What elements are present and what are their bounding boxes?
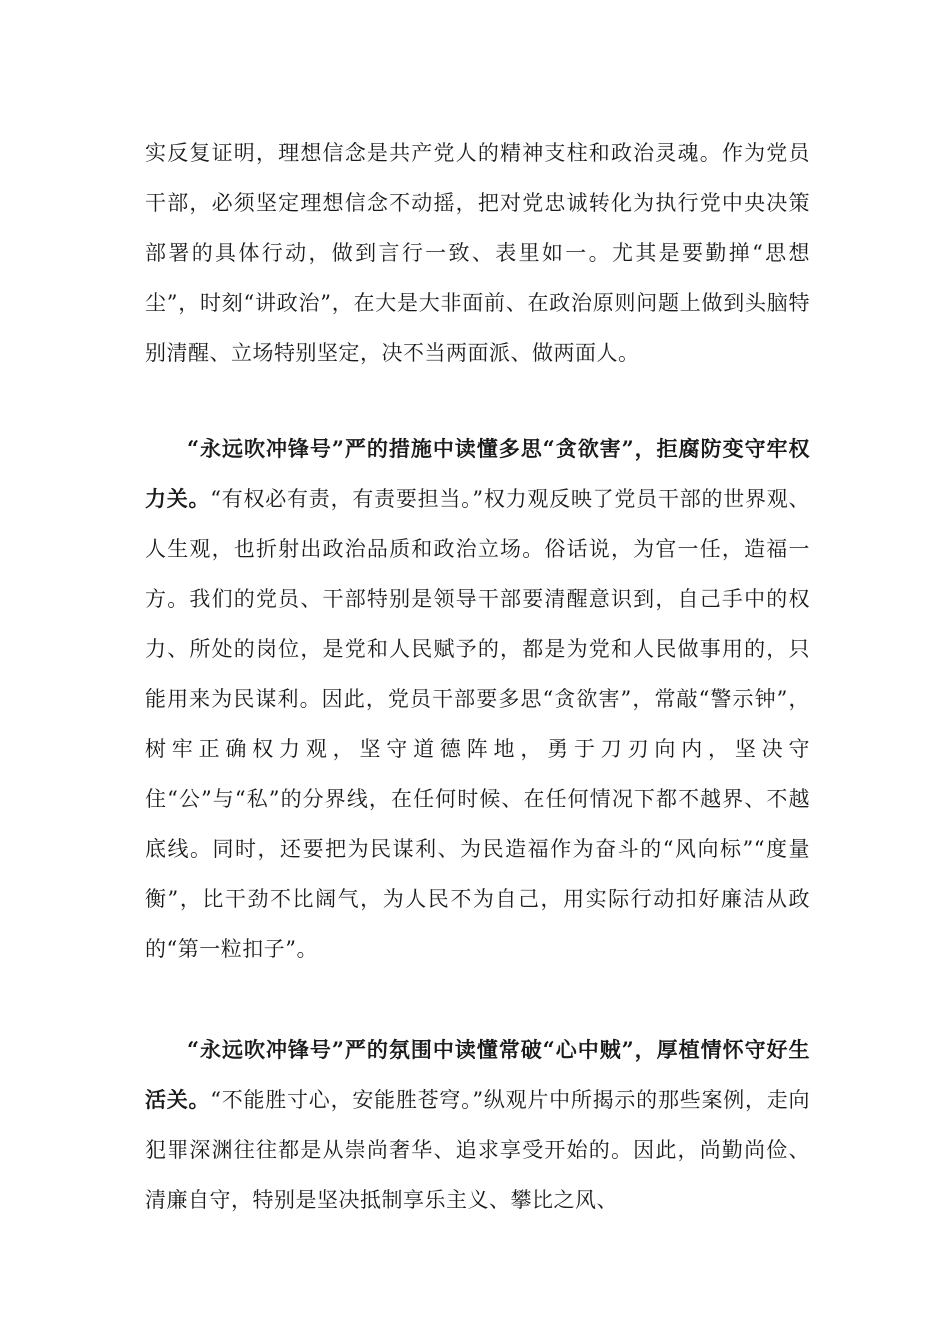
paragraph-heading: “永远吹冲锋号”严的措施中读懂多思“贪欲害”，拒腐防变守牢权力关。: [145, 436, 810, 511]
paragraph-heading: “永远吹冲锋号”严的氛围中读懂常破“心中贼”，厚植情怀守好生活关。: [145, 1037, 810, 1112]
paragraph-continuation: [145, 128, 810, 378]
paragraph-body: “不能胜寸心，安能胜苍穹。”纵观片中所揭示的那些案例，走向犯罪深渊往往都是从崇尚奢华、追求享受开始的。因此，尚勤尚俭、清廉自守，特别是坚决抵制享乐主义、攀比之风、: [145, 1088, 810, 1212]
paragraph-body: 实反复证明，理想信念是共产党人的精神支柱和政治灵魂。作为党员干部，必须坚定理想信念不动摇，把对党忠诚转化为执行党中央决策部署的具体行动，做到言行一致、表里如一。尤其是要勤掸“思想尘”，时刻“讲政治”，在大是大非面前、在政治原则问题上做到头脑特别清醒、立场特别坚定，决不当两面派、做两面人。: [145, 141, 810, 365]
paragraph-body: “有权必有责，有责要担当。”权力观反映了党员干部的世界观、人生观，也折射出政治品质和政治立场。俗话说，为官一任，造福一方。我们的党员、干部特别是领导干部要清醒意识到，自己手中的权力、所处的岗位，是党和人民赋予的，都是为党和人民做事用的，只能用来为民谋利。因此，党员干部要多思“贪欲害”，常敲“警示钟”，树牢正确权力观，坚守道德阵地，勇于刀刃向内，坚决守住“公”与“私”的分界线，在任何时候、在任何情况下都不越界、不越底线。同时，还要把为民谋利、为民造福作为奋斗的“风向标”“度量衡”，比干劲不比阔气，为人民不为自己，用实际行动扣好廉洁从政的“第一粒扣子”。: [145, 487, 810, 961]
paragraph-power: [145, 424, 810, 974]
paragraph-life: [145, 1025, 810, 1225]
